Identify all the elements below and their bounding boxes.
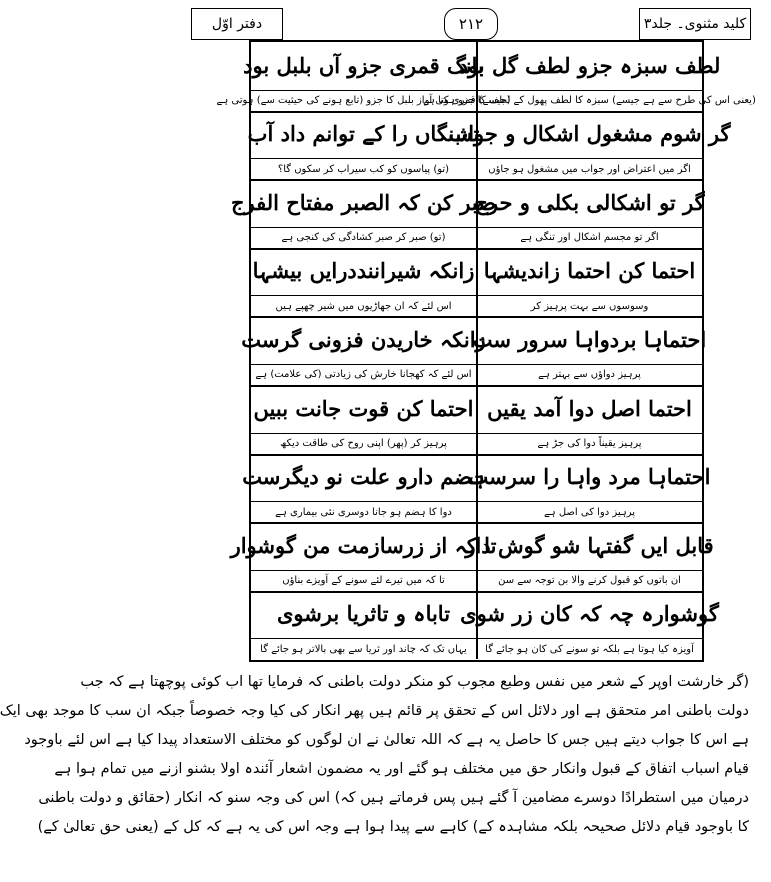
left-verse: احتما کن قوت جانت ببیں [253,395,474,421]
commentary-line: درمیان میں استطرادًا دوسرے مضامین آ گئے ہیں پس فرماتے ہیں کہ) اس کی وجہ سنو کہ انکار (حقائق و دولت باطنی [38,790,749,806]
page-header [191,8,751,44]
left-hemistich-cell [247,111,480,180]
right-hemistich-cell [474,179,705,248]
row-divider [251,248,702,250]
right-translation: پرہیز دواؤں سے بہتر ہے [477,364,702,385]
right-verse: گر تو اشکالی بکلی و حرج [474,189,705,215]
right-translation: آویزہ کیا ہوتا ہے بلکہ تو سونے کی کان ہو جائے گا [477,638,702,659]
commentary-line: (گر خارشت اوپر کے شعر میں نفس وطبع مجوب کو منکر دولت باطنی کہ فرمایا تھا اب کوئی پوچھتا ہے کہ جب [80,674,749,690]
book-title: کلید مثنوی۔ جلد۳ [643,16,747,32]
commentary-line: ہے اس کا جواب دیتے ہیں جس کا حاصل یہ ہے کہ اللہ تعالیٰ نے ان لوگوں کو مختلف الاستعداد پیدا کیا ہے اس لئے باوجود [24,732,749,748]
left-verse: صبر کن کہ الصبر مفتاح الفرج [230,189,497,215]
commentary-line: دولت باطنی امر متحقق ہے اور دلائل اس کے تحقق پر قائم ہیں پھر انکار کی کیا وجہ خصوصاً جبکہ ان سب کا موجد بھی ایک [0,703,749,719]
right-verse: لطف سبزہ جزو لطف گل بود [458,52,721,78]
row-divider [251,385,702,387]
row-divider [251,111,702,113]
right-verse: احتما کن احتما زاندیشہا [483,258,696,284]
couplet-row [216,42,756,111]
commentary-line: قیام اسباب اتفاق کے قبول وانکار حق میں مختلف ہو گئے اور یہ مضمون اشعار آئندہ اولا بشنو ازنے میں تمام ہوا ہے [54,761,749,777]
left-hemistich-cell [230,179,497,248]
left-hemistich-cell [251,385,476,454]
left-translation: اس لئے کہ کھجانا خارش کی زیادتی (کی علامت) ہے [251,364,476,385]
couplet-row [251,385,702,454]
couplet-row [230,179,705,248]
section-label: دفتر اوّل [211,16,263,32]
left-hemistich-cell [242,454,485,523]
row-divider [251,316,702,318]
book-title-box [639,8,751,40]
left-hemistich-cell [251,591,476,660]
left-translation: تا کہ میں تیرے لئے سونے کے آویزے بناؤں [251,570,476,591]
left-hemistich-cell [216,42,511,111]
right-translation: (یعنی اس کی طرح سے ہے جیسے) سبزہ کا لطف پھول کے لطف کا جزو ہوتا ہے [477,90,702,111]
left-verse: تاباہ و تاثریا برشوی [276,601,451,627]
right-hemistich-cell [448,111,731,180]
row-divider [251,522,702,524]
right-hemistich-cell [468,454,711,523]
row-divider [251,179,702,181]
couplet-row [241,316,707,385]
right-translation: ان باتوں کو قبول کرنے والا بن توجہ سے سن [477,570,702,591]
left-translation: اس لئے کہ ان جھاڑیوں میں شیر چھپے ہیں [251,295,476,316]
page-number-box [444,8,498,40]
right-verse: گر شوم مشغول اشکال و جواب [448,121,731,147]
section-box [191,8,283,40]
left-verse: تا کہ از زرسازمت من گوشوار [230,532,497,558]
left-translation: (تو) پیاسوں کو کب سیراب کر سکوں گا؟ [251,158,476,179]
commentary-line: کا باوجود قیام دلائل صحیحہ بلکہ مشاہدہ کے) کاہے سے پیدا ہوا ہے وجہ اس کی یہ ہے کہ کل کے (یعنی حق تعالیٰ کے) [37,819,749,835]
left-verse: زانکہ خاریدن فزونی گرست [241,326,486,352]
left-translation: دوا کا ہضم ہو جانا دوسری نئی بیماری ہے [251,501,476,522]
couplet-row [251,591,719,660]
right-translation: اگر میں اعتراض اور جواب میں مشغول ہو جاؤں [477,158,702,179]
right-verse: احتماہا بردواہا سرور ست [472,326,707,352]
right-verse: قابل ایں گفتہا شو گوش دار [465,532,714,558]
row-divider [251,454,702,456]
right-hemistich-cell [460,591,719,660]
right-translation: پرہیز یقیناً دوا کی جڑ ہے [477,433,702,454]
right-translation: وسوسوں سے بہت پرہیز کر [477,295,702,316]
couplet-row [242,454,711,523]
right-hemistich-cell [472,316,707,385]
left-translation: پرہیز کر (پھر) اپنی روح کی طاقت دیکھ [251,433,476,454]
right-verse: احتما اصل دوا آمد یقیں [487,395,692,421]
right-hemistich-cell [477,385,702,454]
couplet-row [251,248,702,317]
right-hemistich-cell [477,248,702,317]
couplet-table [216,40,756,662]
right-hemistich-cell [465,522,714,591]
right-translation: پرہیز دوا کی اصل ہے [477,501,702,522]
left-hemistich-cell [230,522,497,591]
left-translation: یہاں تک کہ چاند اور ثریا سے بھی بالاتر ہو جائے گا [251,638,476,659]
right-verse: گوشوارہ چہ کہ کان زر شوی [460,601,719,627]
right-verse: احتماہا مرد واہا را سرست [468,464,711,490]
couplet-row [230,522,714,591]
left-hemistich-cell [241,316,486,385]
left-translation: (جیسے) قمری کی آواز بلبل کا جزو (تابع ہونے کی حیثیت سے) ہوتی ہے [251,90,476,111]
commentary [0,668,749,842]
left-verse: تشنگاں را کے توانم داد آب [247,121,480,147]
right-translation: اگر تو مجسم اشکال اور تنگی ہے [477,227,702,248]
couplet-row [247,111,731,180]
left-hemistich-cell [251,248,476,317]
row-divider [251,591,702,593]
page-number: ۲۱۲ [458,15,484,33]
left-verse: بانگ قمری جزو آں بلبل بود [243,52,484,78]
left-verse: ہضم دارو علت نو دیگرست [242,464,485,490]
left-verse: زانکہ شیراننددرایں بیشہا [252,258,475,284]
left-translation: (تو) صبر کر صبر کشادگی کی کنجی ہے [251,227,476,248]
